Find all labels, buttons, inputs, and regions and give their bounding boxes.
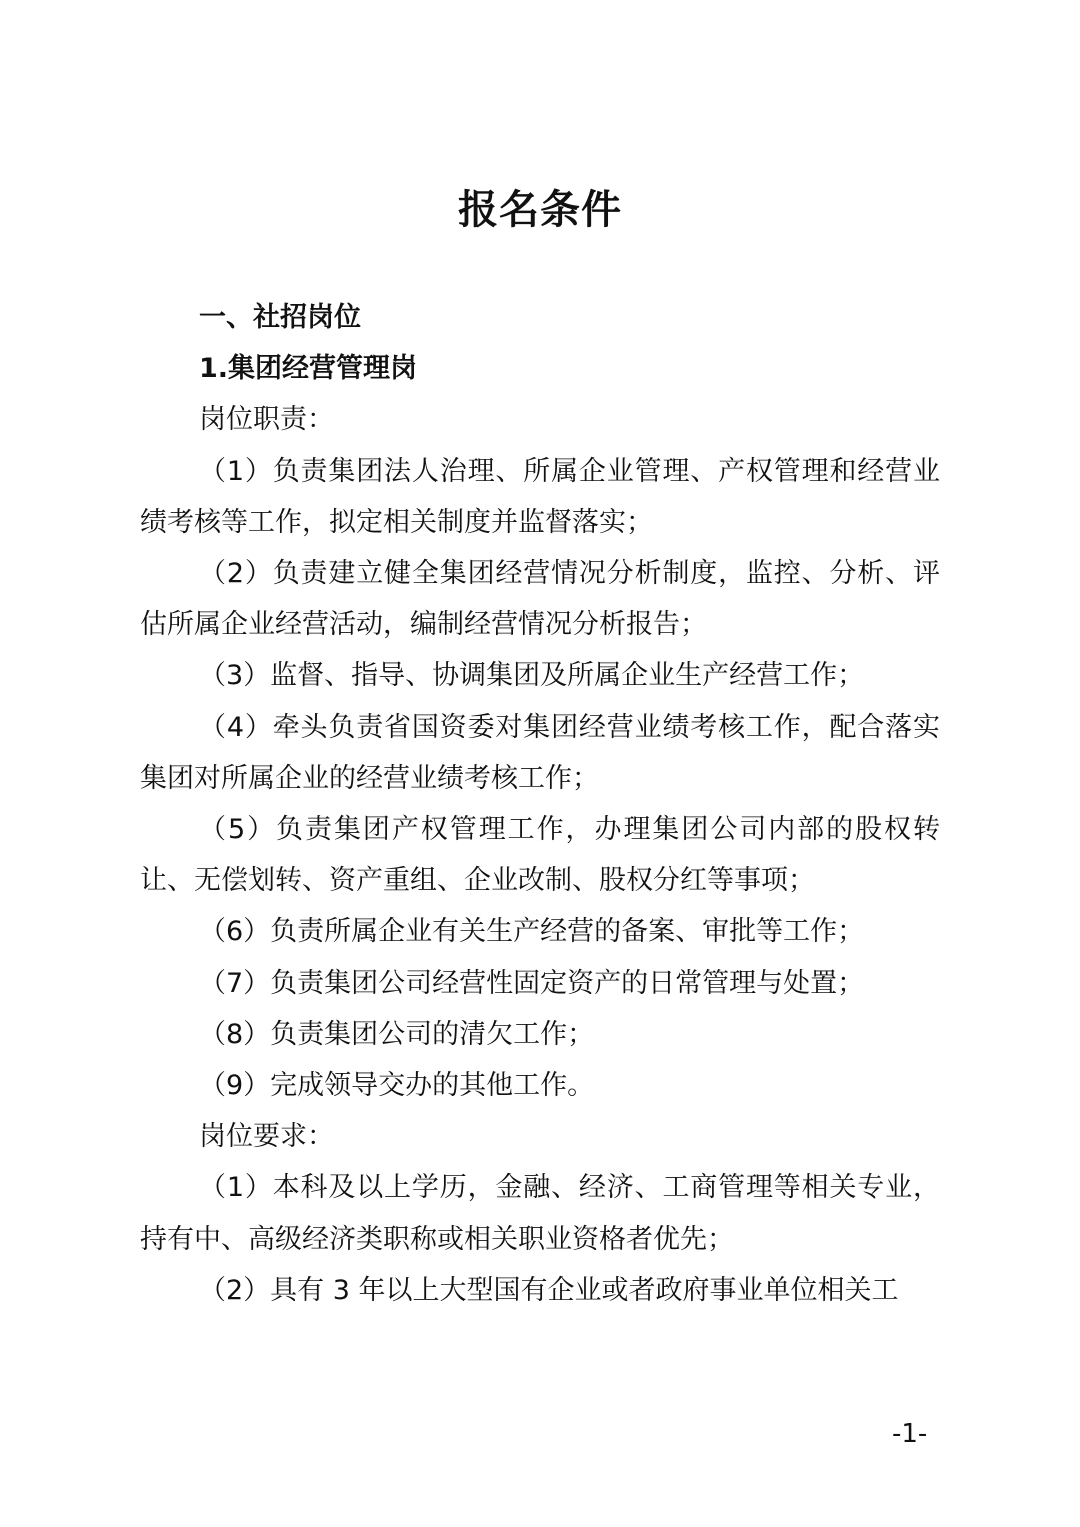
duties-heading: 岗位职责： [199, 404, 334, 436]
page-number: -1- [892, 1419, 928, 1449]
duty-item: （2）负责建立健全集团经营情况分析制度，监控、分析、评估所属企业经营活动，编制经营情况分析报告； [140, 558, 940, 641]
duty-item: （4）牵头负责省国资委对集团经营业绩考核工作，配合落实集团对所属企业的经营业绩考核工作； [140, 711, 940, 794]
duty-item: （8）负责集团公司的清欠工作； [199, 1018, 595, 1050]
page-title: 报名条件 [458, 187, 622, 233]
position-title: 1.集团经营管理岗 [199, 353, 418, 385]
requirement-item: （2）具有 3 年以上大型国有企业或者政府事业单位相关工 [199, 1274, 899, 1306]
duty-item: （5）负责集团产权管理工作，办理集团公司内部的股权转让、无偿划转、资产重组、企业改制、股权分红等事项； [140, 814, 940, 897]
duty-item: （3）监督、指导、协调集团及所属企业生产经营工作； [199, 660, 865, 692]
requirements-heading: 岗位要求： [199, 1121, 334, 1153]
duty-item: （6）负责所属企业有关生产经营的备案、审批等工作； [199, 916, 865, 948]
document-body [140, 292, 940, 1316]
section-heading: 一、社招岗位 [199, 302, 361, 333]
duty-item: （7）负责集团公司经营性固定资产的日常管理与处置； [199, 967, 865, 999]
requirement-item: （1）本科及以上学历，金融、经济、工商管理等相关专业，持有中、高级经济类职称或相关职业资格者优先； [140, 1172, 940, 1255]
duty-item: （1）负责集团法人治理、所属企业管理、产权管理和经营业绩考核等工作，拟定相关制度并监督落实； [140, 455, 940, 538]
duty-item: （9）完成领导交办的其他工作。 [199, 1070, 595, 1102]
